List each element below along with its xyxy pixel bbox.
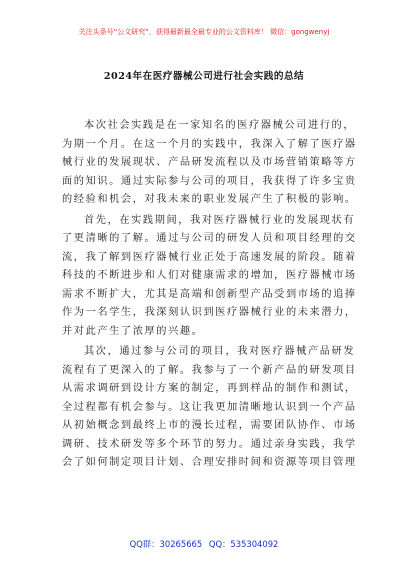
paragraph-line: 调研、技术研发等多个环节的努力。通过亲身实践，我学 xyxy=(62,438,357,450)
footer-qq: QQ：535304092 xyxy=(208,539,279,549)
paragraph-line: 其次，通过参与公司的项目，我对医疗器械产品研发 xyxy=(84,346,356,357)
paragraph-line: 会了如何制定项目计划、合理安排时间和资源等项目管理 xyxy=(62,457,357,468)
paragraph-line: 本次社会实践是在一家知名的医疗器械公司进行的， xyxy=(84,120,356,131)
footer-qq-group: QQ群：30265665 xyxy=(129,539,203,549)
document-body xyxy=(62,117,359,473)
footer-contact xyxy=(0,538,408,550)
document-title: 2024年在医疗器械公司进行社会实践的总结 xyxy=(103,71,305,82)
paragraph-line: 需求不断扩大，尤其是高端和创新型产品受到市场的追捧 xyxy=(62,288,357,300)
paragraph-line: 从初始概念到最终上市的漫长过程，需要团队协作、市场 xyxy=(62,420,357,431)
paragraph-line: 械行业的发展现状、产品研发流程以及市场营销策略等方 xyxy=(62,157,357,168)
paragraph-line: 作为一名学生，我深刻认识到医疗器械行业的未来潜力， xyxy=(62,307,357,318)
paragraph-line: 为期一个月。在这一个月的实践中，我深入了解了医疗器 xyxy=(62,138,357,150)
paragraph-line: 流程有了更深入的了解。我参与了一个新产品的研发项目 xyxy=(62,364,357,376)
paragraph-line: 的经验和机会，对我未来的职业发展产生了积极的影响。 xyxy=(62,194,357,205)
paragraph-line: 了更清晰的了解。通过与公司的研发人员和项目经理的交 xyxy=(62,233,357,244)
paragraph-line: 科技的不断进步和人们对健康需求的增加，医疗器械市场 xyxy=(62,270,357,281)
paragraph-line: 首先，在实践期间，我对医疗器械行业的发展现状有 xyxy=(84,214,356,226)
paragraph-line: 全过程都有机会参与。这让我更加清晰地认识到一个产品 xyxy=(62,401,357,413)
paragraph-line: 流，我了解到医疗器械行业正处于高速发展的阶段。随着 xyxy=(62,251,357,263)
paragraph-line: 面的知识。通过实际参与公司的项目，我获得了许多宝贵 xyxy=(62,175,357,187)
header-banner: 关注头条号“公文研究”，获得最新最全最专业的公文资料库！ 微信：gongwenyj xyxy=(78,28,330,36)
paragraph-line: 从需求调研到设计方案的制定，再到样品的制作和测试， xyxy=(62,383,357,394)
paragraph-line: 并对此产生了浓厚的兴趣。 xyxy=(62,325,204,337)
